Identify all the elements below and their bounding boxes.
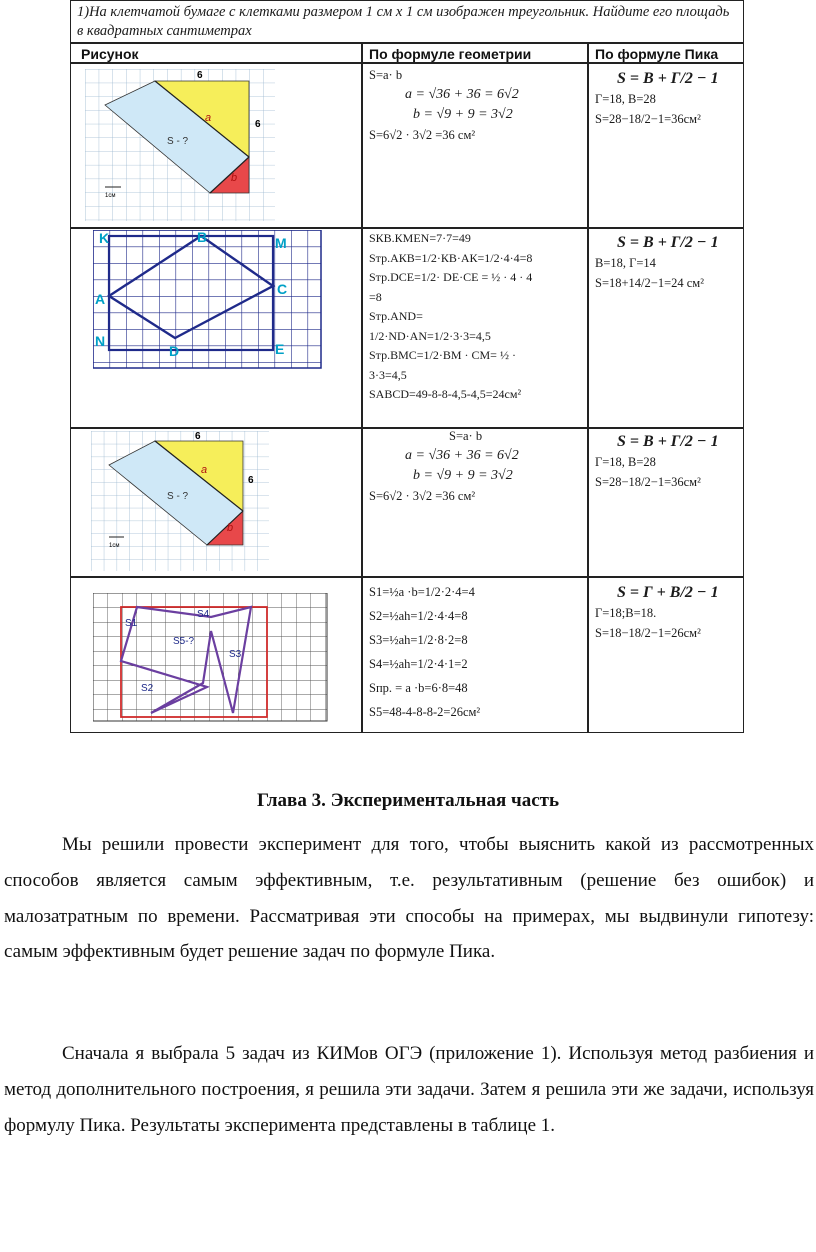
side-right-label: 6 <box>248 475 254 486</box>
table-caption: 1)На клетчатой бумаге с клетками размером 1 см x 1 см изображен треугольник. Найдите его площадь в квадратных сантиметрах <box>77 4 730 39</box>
vertex-a-label: A <box>95 291 106 307</box>
solutions-table <box>70 0 744 733</box>
area-label: S - ? <box>167 491 189 502</box>
area-label: S - ? <box>167 136 189 147</box>
side-a-label: a <box>201 464 208 476</box>
region-s5-label: S5-? <box>173 636 195 647</box>
col-divider <box>587 42 589 732</box>
side-top-label: 6 <box>195 431 201 442</box>
vertex-d-label: D <box>169 343 180 359</box>
paragraph-2: Сначала я выбрала 5 задач из КИМов ОГЭ (приложение 1). Используя метод разбиения и метод дополнительного построения, я решила эти задачи. Затем я решила эти же задачи, используя формулу Пика. Результаты эксперимента представлены в таблице 1. <box>4 1043 814 1136</box>
pick-cell-3: S = B + Г/2 − 1 Г=18, В=28 S=28−18/2−1=36см² <box>595 433 719 489</box>
row-divider <box>71 42 743 44</box>
figure-triangle-2 <box>91 431 269 571</box>
geometry-cell-4: S1=½a ·b=1/2·2·4=4 S2=½ah=1/2·4·4=8 S3=½ah=1/2·8·2=8 S4=½ah=1/2·4·1=2 Sпр. = a ·b=6·8=48 S5=48-4-8-8-2=26см² <box>369 585 481 719</box>
figure-quadrilateral <box>93 230 325 370</box>
row-divider <box>71 62 743 64</box>
side-a-label: a <box>205 112 212 124</box>
side-top-label: 6 <box>197 70 203 81</box>
geometry-cell-1: S=a· b a = √36 + 36 = 6√2 b = √9 + 9 = 3√2 S=6√2 · 3√2 =36 см² <box>369 68 519 142</box>
side-right-label: 6 <box>255 119 261 130</box>
vertex-k-label: K <box>99 230 110 246</box>
vertex-n-label: N <box>95 333 106 349</box>
pick-cell-1: S = B + Г/2 − 1 Г=18, В=28 S=28−18/2−1=36см² <box>595 70 719 126</box>
region-s4-label: S4 <box>197 609 210 620</box>
scale-label: 1см <box>109 543 120 549</box>
pick-cell-2: S = B + Г/2 − 1 В=18, Г=14 S=18+14/2−1=24 см² <box>595 234 719 290</box>
header-figure: Рисунок <box>81 46 139 62</box>
side-b-label: b <box>227 522 234 534</box>
header-pick: По формуле Пика <box>595 46 719 62</box>
geometry-cell-2: SКВ.КМЕN=7·7=49 Sтр.АКВ=1/2·КВ·АК=1/2·4·4=8 Sтр.DCE=1/2· DE·CE = ½ · 4 · 4 =8 Sтр.АND= 1/2·ND·AN=1/2·3·3=4,5 Sтр.BMC=1/2·BM · CM= ½ · 3·3=4,5 SABCD=49-8-8-4,5-4,5=24см² <box>369 231 533 401</box>
scale-label: 1см <box>105 193 116 199</box>
col-divider <box>361 42 363 732</box>
vertex-b-label: B <box>197 230 208 245</box>
pick-cell-4: S = Г + B/2 − 1 Г=18;В=18. S=18−18/2−1=26см² <box>595 584 719 640</box>
header-geometry: По формуле геометрии <box>369 46 532 62</box>
region-s1-label: S1 <box>125 618 138 629</box>
chapter-title: Глава 3. Экспериментальная часть <box>256 790 560 811</box>
vertex-c-label: C <box>277 281 288 297</box>
region-s3-label: S3 <box>229 649 242 660</box>
row-divider <box>71 576 743 578</box>
figure-polygon <box>93 593 329 723</box>
vertex-m-label: M <box>275 235 287 251</box>
region-s2-label: S2 <box>141 683 154 694</box>
figure-triangle-1 <box>85 69 275 221</box>
vertex-e-label: E <box>275 341 285 357</box>
side-b-label: b <box>231 172 238 184</box>
geometry-cell-3: S=a· b a = √36 + 36 = 6√2 b = √9 + 9 = 3√2 S=6√2 · 3√2 =36 см² <box>369 429 519 503</box>
paragraph-1: Мы решили провести эксперимент для того, чтобы выяснить какой из рассмотренных способов является самым эффективным, т.е. результативным (решение без ошибок) и малозатратным по времени. Рассматривая эти способы на примерах, мы выдвинули гипотезу: самым эффективным будет решение задач по формуле Пика. <box>4 834 814 963</box>
